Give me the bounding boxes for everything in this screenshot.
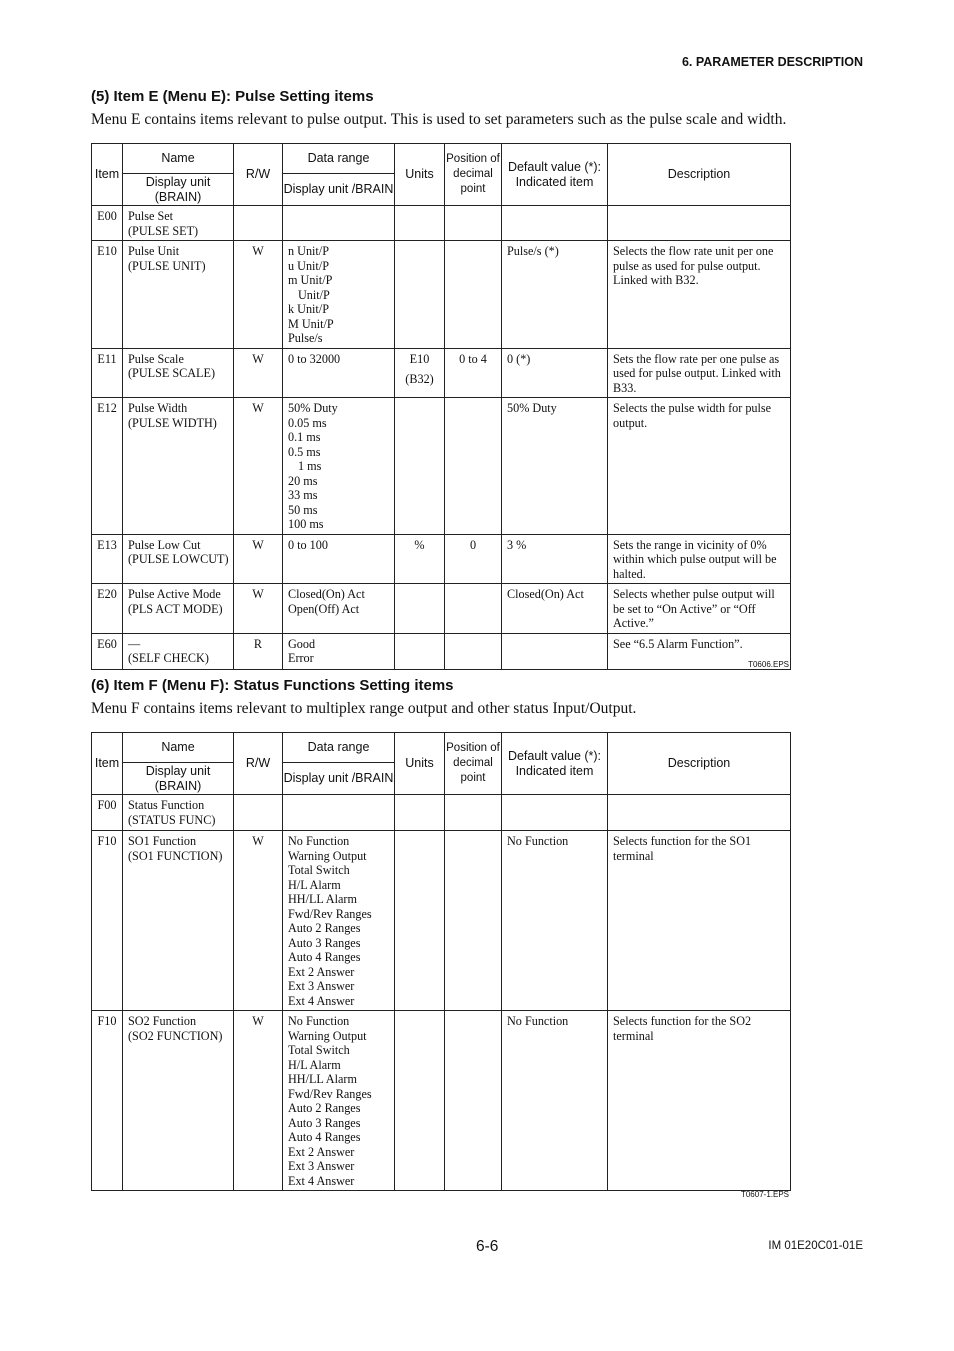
range-option: n Unit/P (288, 244, 329, 258)
range-option: No Function (288, 834, 350, 848)
range-cell (283, 795, 395, 831)
range-option: Ext 4 Answer (288, 1173, 355, 1188)
item-code: F10 (97, 834, 117, 848)
item-cell (92, 241, 123, 349)
range-cell (283, 633, 395, 669)
description-cell (608, 584, 791, 634)
range-option: Auto 3 Ranges (288, 935, 361, 950)
status-functions-table (91, 732, 791, 1191)
position-cell (445, 633, 502, 669)
item-code: F10 (97, 1014, 117, 1028)
range-option: Ext 3 Answer (288, 1159, 355, 1173)
default-cell (502, 241, 608, 349)
item-code: E11 (97, 351, 117, 366)
col-position-header: Position of decimal point (445, 733, 502, 795)
position-cell (445, 348, 502, 398)
position-cell (445, 398, 502, 535)
name-cell (123, 1011, 234, 1191)
default-cell (502, 795, 608, 831)
col-units-header: Units (395, 144, 445, 206)
rw-value: W (252, 587, 264, 601)
col-data-range-header: Data range (283, 733, 395, 763)
range-option: Total Switch (288, 1043, 350, 1057)
position-cell (445, 1011, 502, 1191)
description-text: Selects the flow rate unit per one pulse as used for pulse output. Linked with B32. (613, 244, 774, 287)
item-code: E20 (97, 587, 117, 601)
description-cell (608, 831, 791, 1011)
range-option: Auto 4 Ranges (288, 1130, 361, 1144)
item-code: E13 (97, 537, 117, 552)
description-cell (608, 206, 791, 241)
range-option: H/L Alarm (288, 877, 341, 892)
range-option: Ext 3 Answer (288, 979, 355, 993)
rw-cell (234, 831, 283, 1011)
page-number: 6-6 (476, 1238, 499, 1255)
units-value: E10 (409, 351, 430, 366)
units-cell (395, 633, 445, 669)
description-cell (608, 1011, 791, 1191)
parameter-name: Pulse Active Mode (128, 587, 221, 601)
range-option: No Function (288, 1014, 350, 1028)
default-value: No Function (507, 834, 569, 848)
range-cell (283, 534, 395, 584)
parameter-name: SO2 Function (128, 1014, 197, 1028)
col-data-range-header: Data range (283, 144, 395, 174)
col-display-unit-header: Display unit (BRAIN) (123, 174, 234, 206)
range-cell (283, 584, 395, 634)
default-value: No Function (507, 1014, 569, 1028)
item-cell (92, 398, 123, 535)
range-option: 1 ms (298, 459, 322, 473)
item-cell (92, 831, 123, 1011)
col-display-unit-brain-header: Display unit /BRAIN (283, 174, 395, 206)
position-cell (445, 241, 502, 349)
default-value: 50% Duty (507, 401, 557, 415)
rw-value: W (252, 401, 264, 415)
document-number: IM 01E20C01-01E (768, 1240, 863, 1252)
col-position-header: Position of decimal point (445, 144, 502, 206)
parameter-name: Pulse Unit (128, 244, 180, 258)
rw-cell (234, 241, 283, 349)
name-cell (123, 795, 234, 831)
range-option: Warning Output (288, 848, 367, 863)
units-cell (395, 534, 445, 584)
section-f-intro: Menu F contains items relevant to multiplex range output and other status Input/Output. (91, 700, 637, 717)
default-value: Pulse/s (*) (507, 244, 559, 258)
description-cell (608, 534, 791, 584)
col-name-header: Name (123, 733, 234, 763)
range-option: Auto 2 Ranges (288, 921, 361, 935)
display-name: (SO1 FUNCTION) (128, 848, 223, 863)
col-display-unit-header: Display unit (BRAIN) (123, 763, 234, 795)
table-row (92, 633, 791, 669)
table-row (92, 348, 791, 398)
rw-cell (234, 348, 283, 398)
display-name: (PULSE WIDTH) (128, 415, 217, 430)
rw-cell (234, 795, 283, 831)
range-cell (283, 241, 395, 349)
default-cell (502, 206, 608, 241)
range-option: m Unit/P (288, 273, 333, 287)
table-row (92, 241, 791, 349)
description-text: See “6.5 Alarm Function”. (613, 636, 743, 651)
position-cell (445, 534, 502, 584)
name-cell (123, 398, 234, 535)
display-name: (PULSE SET) (128, 223, 199, 238)
col-description-header: Description (608, 144, 791, 206)
name-cell (123, 534, 234, 584)
description-text: Sets the flow rate per one pulse as used for pulse output. Linked with B33. (613, 351, 781, 395)
range-option: Ext 2 Answer (288, 1144, 355, 1159)
units-value: % (414, 537, 425, 552)
description-text: Selects the pulse width for pulse output. (613, 401, 772, 430)
rw-cell (234, 398, 283, 535)
range-option: u Unit/P (288, 258, 329, 273)
display-name: (SO2 FUNCTION) (128, 1028, 223, 1043)
display-name: (PULSE UNIT) (128, 258, 206, 273)
default-cell (502, 584, 608, 634)
units-cell (395, 206, 445, 241)
description-text: Selects whether pulse output will be set to “On Active” or “Off Active.” (613, 587, 775, 630)
range-option: 33 ms (288, 488, 318, 502)
rw-value: W (252, 834, 264, 848)
col-item-header: Item (92, 733, 123, 795)
range-option: Fwd/Rev Ranges (288, 906, 372, 921)
description-text: Sets the range in vicinity of 0% within which pulse output will be halted. (613, 537, 777, 581)
parameter-name: SO1 Function (128, 834, 197, 848)
item-code: E60 (97, 636, 117, 651)
description-text: Selects function for the SO1 terminal (613, 834, 752, 863)
default-cell (502, 348, 608, 398)
table-row (92, 206, 791, 241)
range-option: Fwd/Rev Ranges (288, 1086, 372, 1101)
units-cell (395, 831, 445, 1011)
range-option: HH/LL Alarm (288, 1072, 357, 1086)
display-name: (PULSE LOWCUT) (128, 552, 229, 566)
description-cell (608, 348, 791, 398)
item-cell (92, 633, 123, 669)
section-f-title: (6) Item F (Menu F): Status Functions Setting items (91, 677, 454, 694)
range-cell (283, 206, 395, 241)
rw-cell (234, 534, 283, 584)
display-name: (SELF CHECK) (128, 651, 209, 665)
parameter-name: — (128, 636, 141, 651)
range-cell (283, 398, 395, 535)
range-option: 0.1 ms (288, 430, 321, 444)
table-f-footnote: T0607-1.EPS (740, 1190, 789, 1199)
range-option: Ext 4 Answer (288, 993, 355, 1008)
table-row (92, 831, 791, 1011)
col-default-header: Default value (*): Indicated item (502, 733, 608, 795)
default-value: 0 (*) (507, 351, 531, 366)
range-option: Warning Output (288, 1028, 367, 1043)
item-cell (92, 348, 123, 398)
units-cell (395, 584, 445, 634)
item-cell (92, 534, 123, 584)
pulse-settings-table (91, 143, 791, 670)
rw-value: W (252, 351, 264, 366)
rw-value: W (252, 244, 264, 258)
parameter-name: Pulse Scale (128, 351, 184, 366)
name-cell (123, 584, 234, 634)
item-cell (92, 795, 123, 831)
name-cell (123, 633, 234, 669)
col-units-header: Units (395, 733, 445, 795)
position-cell (445, 795, 502, 831)
units-cell (395, 795, 445, 831)
col-item-header: Item (92, 144, 123, 206)
range-option: Error (288, 651, 314, 665)
range-option: M Unit/P (288, 316, 334, 331)
description-cell (608, 398, 791, 535)
col-name-header: Name (123, 144, 234, 174)
description-cell (608, 795, 791, 831)
range-option: Pulse/s (288, 331, 323, 345)
range-option: Unit/P (298, 287, 330, 302)
name-cell (123, 241, 234, 349)
col-default-header: Default value (*): Indicated item (502, 144, 608, 206)
item-code: E10 (97, 244, 117, 258)
name-cell (123, 206, 234, 241)
rw-value: W (252, 537, 264, 552)
item-cell (92, 1011, 123, 1191)
default-cell (502, 398, 608, 535)
range-cell (283, 831, 395, 1011)
range-cell (283, 1011, 395, 1191)
section-e-intro: Menu E contains items relevant to pulse output. This is used to set parameters such as the pulse scale and width. (91, 111, 787, 128)
item-cell (92, 206, 123, 241)
range-option: HH/LL Alarm (288, 892, 357, 906)
parameter-name: Pulse Set (128, 209, 174, 223)
item-cell (92, 584, 123, 634)
decimal-position: 0 to 4 (459, 351, 487, 366)
table-e-footnote: T0606.EPS (748, 660, 789, 669)
default-cell (502, 534, 608, 584)
col-rw-header: R/W (234, 733, 283, 795)
parameter-name: Pulse Width (128, 401, 188, 415)
name-cell (123, 831, 234, 1011)
default-cell (502, 1011, 608, 1191)
range-option: 50 ms (288, 502, 318, 517)
range-option: Auto 3 Ranges (288, 1115, 361, 1130)
item-code: F00 (97, 798, 117, 812)
rw-value: R (253, 636, 263, 651)
table-row (92, 534, 791, 584)
position-cell (445, 206, 502, 241)
range-option: Total Switch (288, 863, 350, 877)
display-name: (PULSE SCALE) (128, 366, 216, 380)
item-code: E12 (97, 401, 117, 415)
range-option: Auto 2 Ranges (288, 1101, 361, 1115)
parameter-name: Status Function (128, 798, 205, 812)
description-cell (608, 241, 791, 349)
table-row (92, 795, 791, 831)
units-value: (B32) (405, 372, 434, 386)
range-option: 0.5 ms (288, 444, 321, 459)
position-cell (445, 584, 502, 634)
units-cell (395, 1011, 445, 1191)
section-e-title: (5) Item E (Menu E): Pulse Setting items (91, 88, 374, 105)
range-cell (283, 348, 395, 398)
parameter-name: Pulse Low Cut (128, 537, 201, 552)
default-value: Closed(On) Act (507, 587, 584, 601)
rw-cell (234, 633, 283, 669)
default-value: 3 % (507, 537, 527, 552)
item-code: E00 (97, 209, 117, 223)
description-text: Selects function for the SO2 terminal (613, 1014, 752, 1043)
table-row (92, 584, 791, 634)
rw-value: W (252, 1014, 264, 1028)
range-option: Auto 4 Ranges (288, 950, 361, 964)
col-display-unit-brain-header: Display unit /BRAIN (283, 763, 395, 795)
units-cell (395, 241, 445, 349)
display-name: (PLS ACT MODE) (128, 601, 223, 616)
col-rw-header: R/W (234, 144, 283, 206)
table-row (92, 1011, 791, 1191)
position-cell (445, 831, 502, 1011)
range-option: H/L Alarm (288, 1057, 341, 1072)
range-option: 0 to 100 (288, 537, 328, 552)
range-option: Ext 2 Answer (288, 964, 355, 979)
chapter-header: 6. PARAMETER DESCRIPTION (681, 55, 863, 69)
col-description-header: Description (608, 733, 791, 795)
range-option: Open(Off) Act (288, 601, 360, 616)
range-option: Good (288, 636, 316, 651)
display-name: (STATUS FUNC) (128, 812, 216, 827)
range-option: 20 ms (288, 473, 318, 488)
range-option: 0.05 ms (288, 415, 327, 430)
range-option: 0 to 32000 (288, 351, 341, 366)
default-cell (502, 633, 608, 669)
rw-cell (234, 1011, 283, 1191)
range-option: k Unit/P (288, 302, 329, 316)
table-row (92, 398, 791, 535)
name-cell (123, 348, 234, 398)
range-option: 100 ms (288, 517, 324, 531)
range-option: Closed(On) Act (288, 587, 365, 601)
range-option: 50% Duty (288, 401, 338, 415)
units-cell (395, 348, 445, 398)
rw-cell (234, 206, 283, 241)
rw-cell (234, 584, 283, 634)
decimal-position: 0 (469, 537, 477, 552)
default-cell (502, 831, 608, 1011)
units-cell (395, 398, 445, 535)
